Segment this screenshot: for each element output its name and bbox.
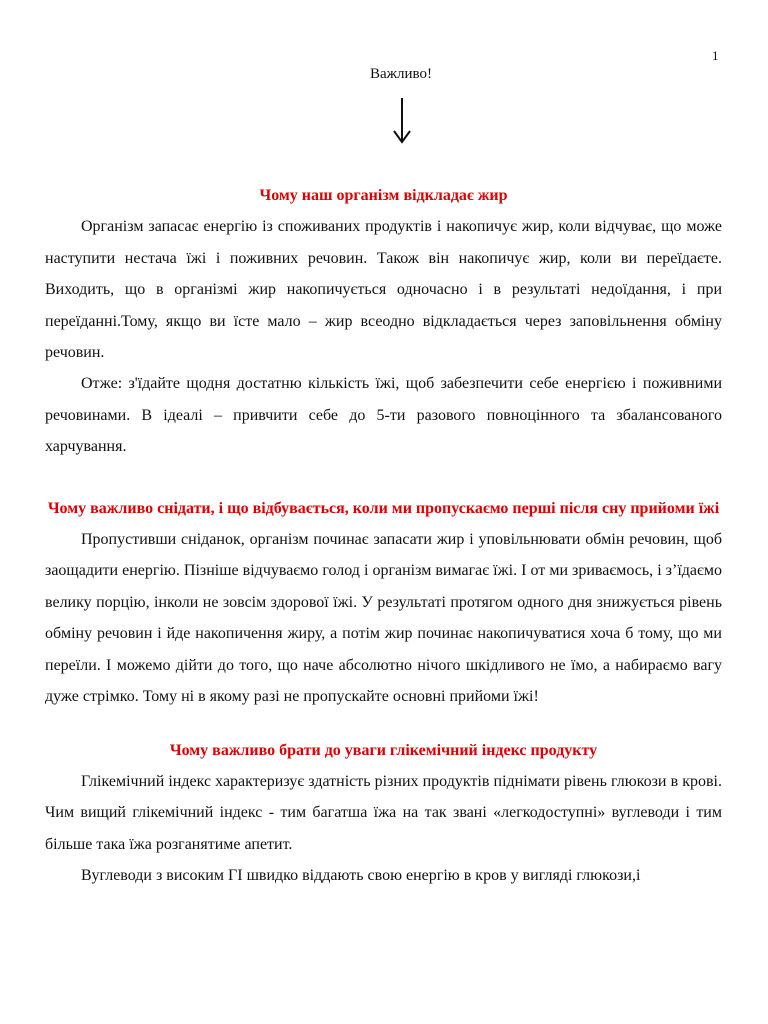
paragraph: Вуглеводи з високим ГІ швидко віддають свою енергію в кров у вигляді глюкози,і	[81, 867, 641, 885]
arrow-down-icon	[392, 98, 412, 144]
important-note: Важливо!	[369, 66, 432, 82]
paragraph: Організм запасає енергію із споживаних продуктів і накопичує жир, коли відчуває, що може наступити нестача їжі і поживних речовин. Також він накопичує жир, коли ви переїдаєте. Виходить, що в організмі жир накопичується одночасно і в результаті недоїдання, і при переїданні.Тому, якщо ви їсте мало – жир всеодно відкладається через заповільнення обміну речовин.	[45, 218, 722, 362]
page-number: 1	[712, 48, 719, 63]
paragraph: Пропустивши сніданок, організм починає запасати жир і уповільнювати обмін речовин, щоб заощадити енергію. Пізніше відчуваємо голод і організм вимагає їжі. І от ми зриваємось, і з’їдаємо велику порцію, інколи не зовсім здорової їжі. У результаті протягом одного дня знижується рівень обміну речовин і йде накопичення жиру, а потім жир починає накопичуватися хоча б тому, що ми переїли. І можемо дійти до того, що наче абсолютно нічого шкідливого не їмо, а набираємо вагу дуже стрімко. Тому ні в якому разі не пропускайте основні прийоми їжі!	[45, 531, 722, 706]
paragraph: Отже: з'їдайте щодня достатню кількість їжі, щоб забезпечити себе енергією і поживними речовинами. В ідеалі – привчити себе до 5-ти разового повноцінного та збалансованого харчування.	[45, 375, 722, 456]
section-heading: Чому наш організм відкладає жир	[259, 187, 508, 204]
paragraph: Глікемічний індекс характеризує здатність різних продуктів піднімати рівень глюкози в крові. Чим вищий глікемічний індекс - тим багатша їжа на так звані «легкодоступні» вуглеводи і тим більше така їжа розганятиме апетит.	[45, 772, 722, 853]
section-heading: Чому важливо брати до уваги глікемічний індекс продукту	[169, 741, 598, 759]
section-heading: Чому важливо снідати, і що відбувається, коли ми пропускаємо перші після сну прийоми їжі	[47, 499, 720, 517]
section-gap	[45, 713, 722, 735]
section-gap	[45, 463, 722, 493]
document-body	[45, 180, 722, 892]
